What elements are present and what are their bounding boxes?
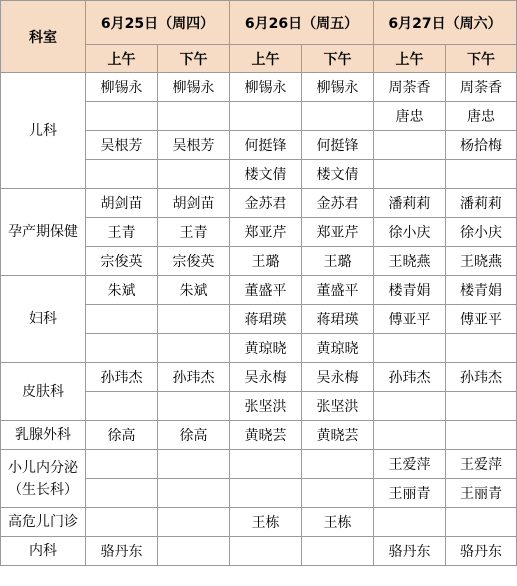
doctor-cell	[302, 450, 374, 479]
doctor-cell: 黄晓芸	[302, 421, 374, 450]
doctor-cell: 周荼香	[446, 73, 517, 102]
table-row	[1, 537, 517, 566]
doctor-cell: 唐忠	[374, 102, 446, 131]
doctor-cell: 董盛平	[230, 276, 302, 305]
table-row	[1, 450, 517, 479]
doctor-cell	[86, 334, 158, 363]
doctor-cell	[374, 392, 446, 421]
doctor-cell: 金苏君	[302, 189, 374, 218]
doctor-cell: 黄琼晓	[302, 334, 374, 363]
doctor-cell: 楼青娟	[446, 276, 517, 305]
department-name: 儿科	[1, 73, 86, 189]
doctor-cell	[230, 537, 302, 566]
doctor-cell	[374, 160, 446, 189]
doctor-cell: 胡剑苗	[158, 189, 230, 218]
doctor-cell	[158, 508, 230, 537]
doctor-cell	[374, 334, 446, 363]
doctor-cell	[374, 131, 446, 160]
doctor-cell	[86, 160, 158, 189]
doctor-cell	[230, 450, 302, 479]
department-name: 高危儿门诊	[1, 508, 86, 537]
doctor-cell: 吴永梅	[230, 363, 302, 392]
doctor-cell: 楼青娟	[374, 276, 446, 305]
doctor-cell: 王青	[86, 218, 158, 247]
doctor-cell: 楼文倩	[230, 160, 302, 189]
doctor-cell: 吴根芳	[86, 131, 158, 160]
doctor-cell: 王栋	[230, 508, 302, 537]
date-header-jun27: 6月27日（周六）	[374, 1, 517, 45]
doctor-cell: 徐高	[158, 421, 230, 450]
doctor-cell	[158, 392, 230, 421]
doctor-cell: 王爱萍	[446, 450, 517, 479]
doctor-cell	[374, 421, 446, 450]
doctor-cell: 朱斌	[86, 276, 158, 305]
doctor-cell: 朱斌	[158, 276, 230, 305]
doctor-cell: 傅亚平	[446, 305, 517, 334]
doctor-cell: 孙玮杰	[374, 363, 446, 392]
pm-header: 下午	[446, 45, 517, 73]
doctor-cell: 蒋珺瑛	[230, 305, 302, 334]
doctor-cell	[158, 305, 230, 334]
doctor-cell: 柳锡永	[230, 73, 302, 102]
doctor-cell: 徐小庆	[446, 218, 517, 247]
doctor-cell	[86, 102, 158, 131]
doctor-cell	[446, 392, 517, 421]
doctor-cell: 杨拾梅	[446, 131, 517, 160]
doctor-cell: 王晓燕	[374, 247, 446, 276]
doctor-cell	[230, 479, 302, 508]
doctor-cell: 宗俊英	[158, 247, 230, 276]
doctor-cell: 潘莉莉	[446, 189, 517, 218]
doctor-cell: 黄晓芸	[230, 421, 302, 450]
doctor-cell: 蒋珺瑛	[302, 305, 374, 334]
doctor-cell: 董盛平	[302, 276, 374, 305]
dept-column-header: 科室	[1, 1, 86, 73]
date-header-jun26: 6月26日（周五）	[230, 1, 374, 45]
doctor-cell: 胡剑苗	[86, 189, 158, 218]
department-name: 孕产期保健	[1, 189, 86, 276]
doctor-cell: 骆丹东	[374, 537, 446, 566]
doctor-cell: 孙玮杰	[86, 363, 158, 392]
doctor-cell	[158, 102, 230, 131]
am-header: 上午	[230, 45, 302, 73]
table-row	[1, 189, 517, 218]
doctor-cell: 柳锡永	[302, 73, 374, 102]
doctor-cell	[86, 305, 158, 334]
doctor-cell: 何挺锋	[302, 131, 374, 160]
doctor-cell: 孙玮杰	[158, 363, 230, 392]
doctor-cell: 孙玮杰	[446, 363, 517, 392]
doctor-cell: 吴永梅	[302, 363, 374, 392]
doctor-cell	[230, 102, 302, 131]
department-name: 内科	[1, 537, 86, 566]
doctor-cell	[302, 102, 374, 131]
table-row	[1, 363, 517, 392]
doctor-cell	[86, 392, 158, 421]
pm-header: 下午	[158, 45, 230, 73]
doctor-cell	[302, 537, 374, 566]
doctor-cell: 徐小庆	[374, 218, 446, 247]
doctor-cell: 傅亚平	[374, 305, 446, 334]
doctor-cell: 王璐	[302, 247, 374, 276]
table-row	[1, 73, 517, 102]
doctor-cell	[446, 421, 517, 450]
doctor-cell: 何挺锋	[230, 131, 302, 160]
doctor-cell: 王丽青	[374, 479, 446, 508]
pm-header: 下午	[302, 45, 374, 73]
table-row	[1, 421, 517, 450]
doctor-cell: 潘莉莉	[374, 189, 446, 218]
doctor-cell: 郑亚芹	[302, 218, 374, 247]
doctor-cell: 唐忠	[446, 102, 517, 131]
doctor-cell	[446, 160, 517, 189]
doctor-cell: 黄琼晓	[230, 334, 302, 363]
doctor-cell	[374, 508, 446, 537]
doctor-cell	[446, 334, 517, 363]
doctor-cell: 金苏君	[230, 189, 302, 218]
doctor-cell	[158, 479, 230, 508]
doctor-cell: 王爱萍	[374, 450, 446, 479]
doctor-cell	[86, 450, 158, 479]
doctor-cell: 张坚洪	[302, 392, 374, 421]
doctor-cell: 宗俊英	[86, 247, 158, 276]
doctor-cell: 吴根芳	[158, 131, 230, 160]
doctor-cell: 徐高	[86, 421, 158, 450]
department-name: 妇科	[1, 276, 86, 363]
doctor-cell: 张坚洪	[230, 392, 302, 421]
doctor-cell	[446, 508, 517, 537]
doctor-cell: 楼文倩	[302, 160, 374, 189]
table-row	[1, 508, 517, 537]
doctor-cell: 王栋	[302, 508, 374, 537]
doctor-cell	[158, 160, 230, 189]
department-name: 小儿内分泌（生长科）	[1, 450, 86, 508]
doctor-cell	[86, 508, 158, 537]
doctor-cell: 骆丹东	[86, 537, 158, 566]
department-name: 乳腺外科	[1, 421, 86, 450]
doctor-cell	[86, 479, 158, 508]
doctor-cell: 王璐	[230, 247, 302, 276]
doctor-cell: 郑亚芹	[230, 218, 302, 247]
doctor-cell	[158, 450, 230, 479]
doctor-cell: 周荼香	[374, 73, 446, 102]
am-header: 上午	[374, 45, 446, 73]
am-header: 上午	[86, 45, 158, 73]
doctor-cell: 骆丹东	[446, 537, 517, 566]
doctor-cell: 王丽青	[446, 479, 517, 508]
doctor-cell: 王青	[158, 218, 230, 247]
table-row	[1, 276, 517, 305]
doctor-cell	[158, 334, 230, 363]
date-header-jun25: 6月25日（周四）	[86, 1, 230, 45]
doctor-cell: 柳锡永	[86, 73, 158, 102]
doctor-cell	[302, 479, 374, 508]
doctor-cell: 王晓燕	[446, 247, 517, 276]
doctor-cell: 柳锡永	[158, 73, 230, 102]
department-name: 皮肤科	[1, 363, 86, 421]
doctor-cell	[158, 537, 230, 566]
